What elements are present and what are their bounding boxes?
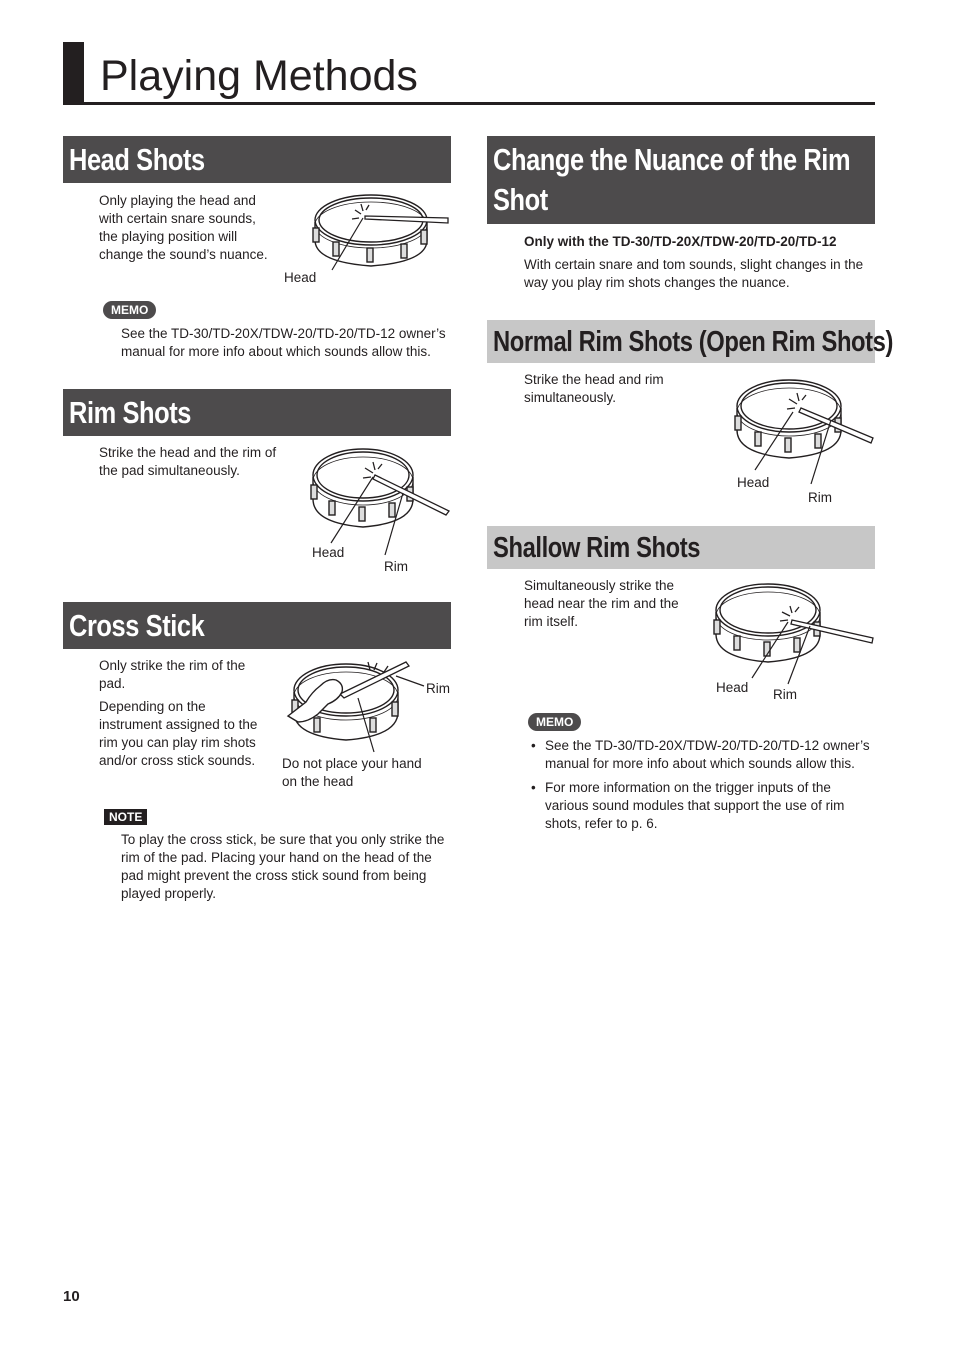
nuance-description [524,256,879,292]
text-line: head near the rim and the [524,596,679,611]
text-line: pad. [99,676,126,691]
section-header-normal-rim-shots [487,320,894,363]
memo-badge-label: MEMO [103,301,156,319]
memo-bullets [525,737,877,839]
label-head: Head [716,680,749,695]
text-line: Strike the head and rim [524,372,664,387]
drum-pad-illustration [305,188,455,280]
section-title: Rim Shots [69,395,192,430]
memo-bullet-item [525,737,877,773]
section-header-shallow-rim-shots [487,526,875,569]
memo-badge-label: MEMO [528,713,581,731]
text-line: pad might prevent the cross stick sound from being [121,868,427,883]
section-title: Cross Stick [69,608,205,643]
text-line: rim you can play rim shots [99,735,256,750]
title-accent-bar [63,42,84,104]
memo-badge [528,713,581,731]
memo-text [121,325,451,361]
section-header-change-nuance [487,136,875,224]
note-text [121,831,453,903]
note-badge-label: NOTE [104,809,147,825]
text-line: with certain snare sounds, [99,211,256,226]
rim-shots-description [99,444,299,480]
section-title-line: Shot [493,182,548,217]
section-title-line: Change the Nuance of the Rim [493,142,851,177]
title-rule [63,102,875,105]
label-head: Head [284,270,317,285]
drum-pad-illustration [284,656,424,756]
drum-icon [313,195,427,266]
section-header-rim-shots [63,389,451,436]
text-line: To play the cross stick, be sure that you only strike the [121,832,445,847]
text-line: Strike the head and the rim of [99,445,277,460]
drum-pad-illustration [706,578,876,690]
text-line: way you play rim shots changes the nuance. [524,275,790,290]
shallow-rim-description [524,577,704,631]
text-line: shots, refer to p. 6. [545,816,658,831]
model-applicability: Only with the TD-30/TD-20X/TDW-20/TD-20/TD-12 [524,234,837,249]
label-rim: Rim [773,687,797,702]
text-line: Do not place your hand [282,756,422,771]
section-title: Head Shots [69,142,205,177]
text-line: Only playing the head and [99,193,256,208]
cross-stick-description [99,657,279,770]
leader-line [396,676,424,686]
label-rim: Rim [384,559,408,574]
section-title: Normal Rim Shots (Open Rim Shots) [493,326,894,358]
section-title: Shallow Rim Shots [493,532,701,564]
memo-badge [103,301,156,319]
text-line: Simultaneously strike the [524,578,675,593]
text-line: • See the TD-30/TD-20X/TDW-20/TD-20/TD-12 owner’s [545,738,870,753]
text-line: simultaneously. [524,390,617,405]
text-line: on the head [282,774,354,789]
text-line: instrument assigned to the [99,717,258,732]
label-rim: Rim [426,681,450,696]
text-line: Only strike the rim of the [99,658,246,673]
text-line: rim of the pad. Placing your hand on the head of the [121,850,432,865]
label-rim: Rim [808,490,832,505]
note-badge [104,808,147,826]
label-head: Head [737,475,770,490]
cross-stick-caption [282,755,452,791]
text-line: See the TD-30/TD-20X/TDW-20/TD-20/TD-12 owner’s [121,326,446,341]
text-line: various sound modules that support the use of rim [545,798,845,813]
text-line: manual for more info about which sounds allow this. [545,756,855,771]
text-line: played properly. [121,886,217,901]
text-line: manual for more info about which sounds allow this. [121,344,431,359]
text-line: the pad simultaneously. [99,463,240,478]
drum-pad-illustration [303,443,453,561]
text-line: With certain snare and tom sounds, slight changes in the [524,257,864,272]
text-line: • For more information on the trigger inputs of the [545,780,831,795]
memo-bullet-item [525,779,877,833]
section-header-cross-stick [63,602,451,649]
page-number: 10 [63,1288,80,1305]
label-head: Head [312,545,345,560]
page-title: Playing Methods [100,52,418,100]
section-header-head-shots [63,136,451,183]
text-line: change the sound’s nuance. [99,247,268,262]
text-line: and/or cross stick sounds. [99,753,256,768]
head-shots-description [99,192,284,264]
text-line: rim itself. [524,614,578,629]
normal-rim-description [524,371,714,407]
text-line: Depending on the [99,699,206,714]
text-line: the playing position will [99,229,238,244]
